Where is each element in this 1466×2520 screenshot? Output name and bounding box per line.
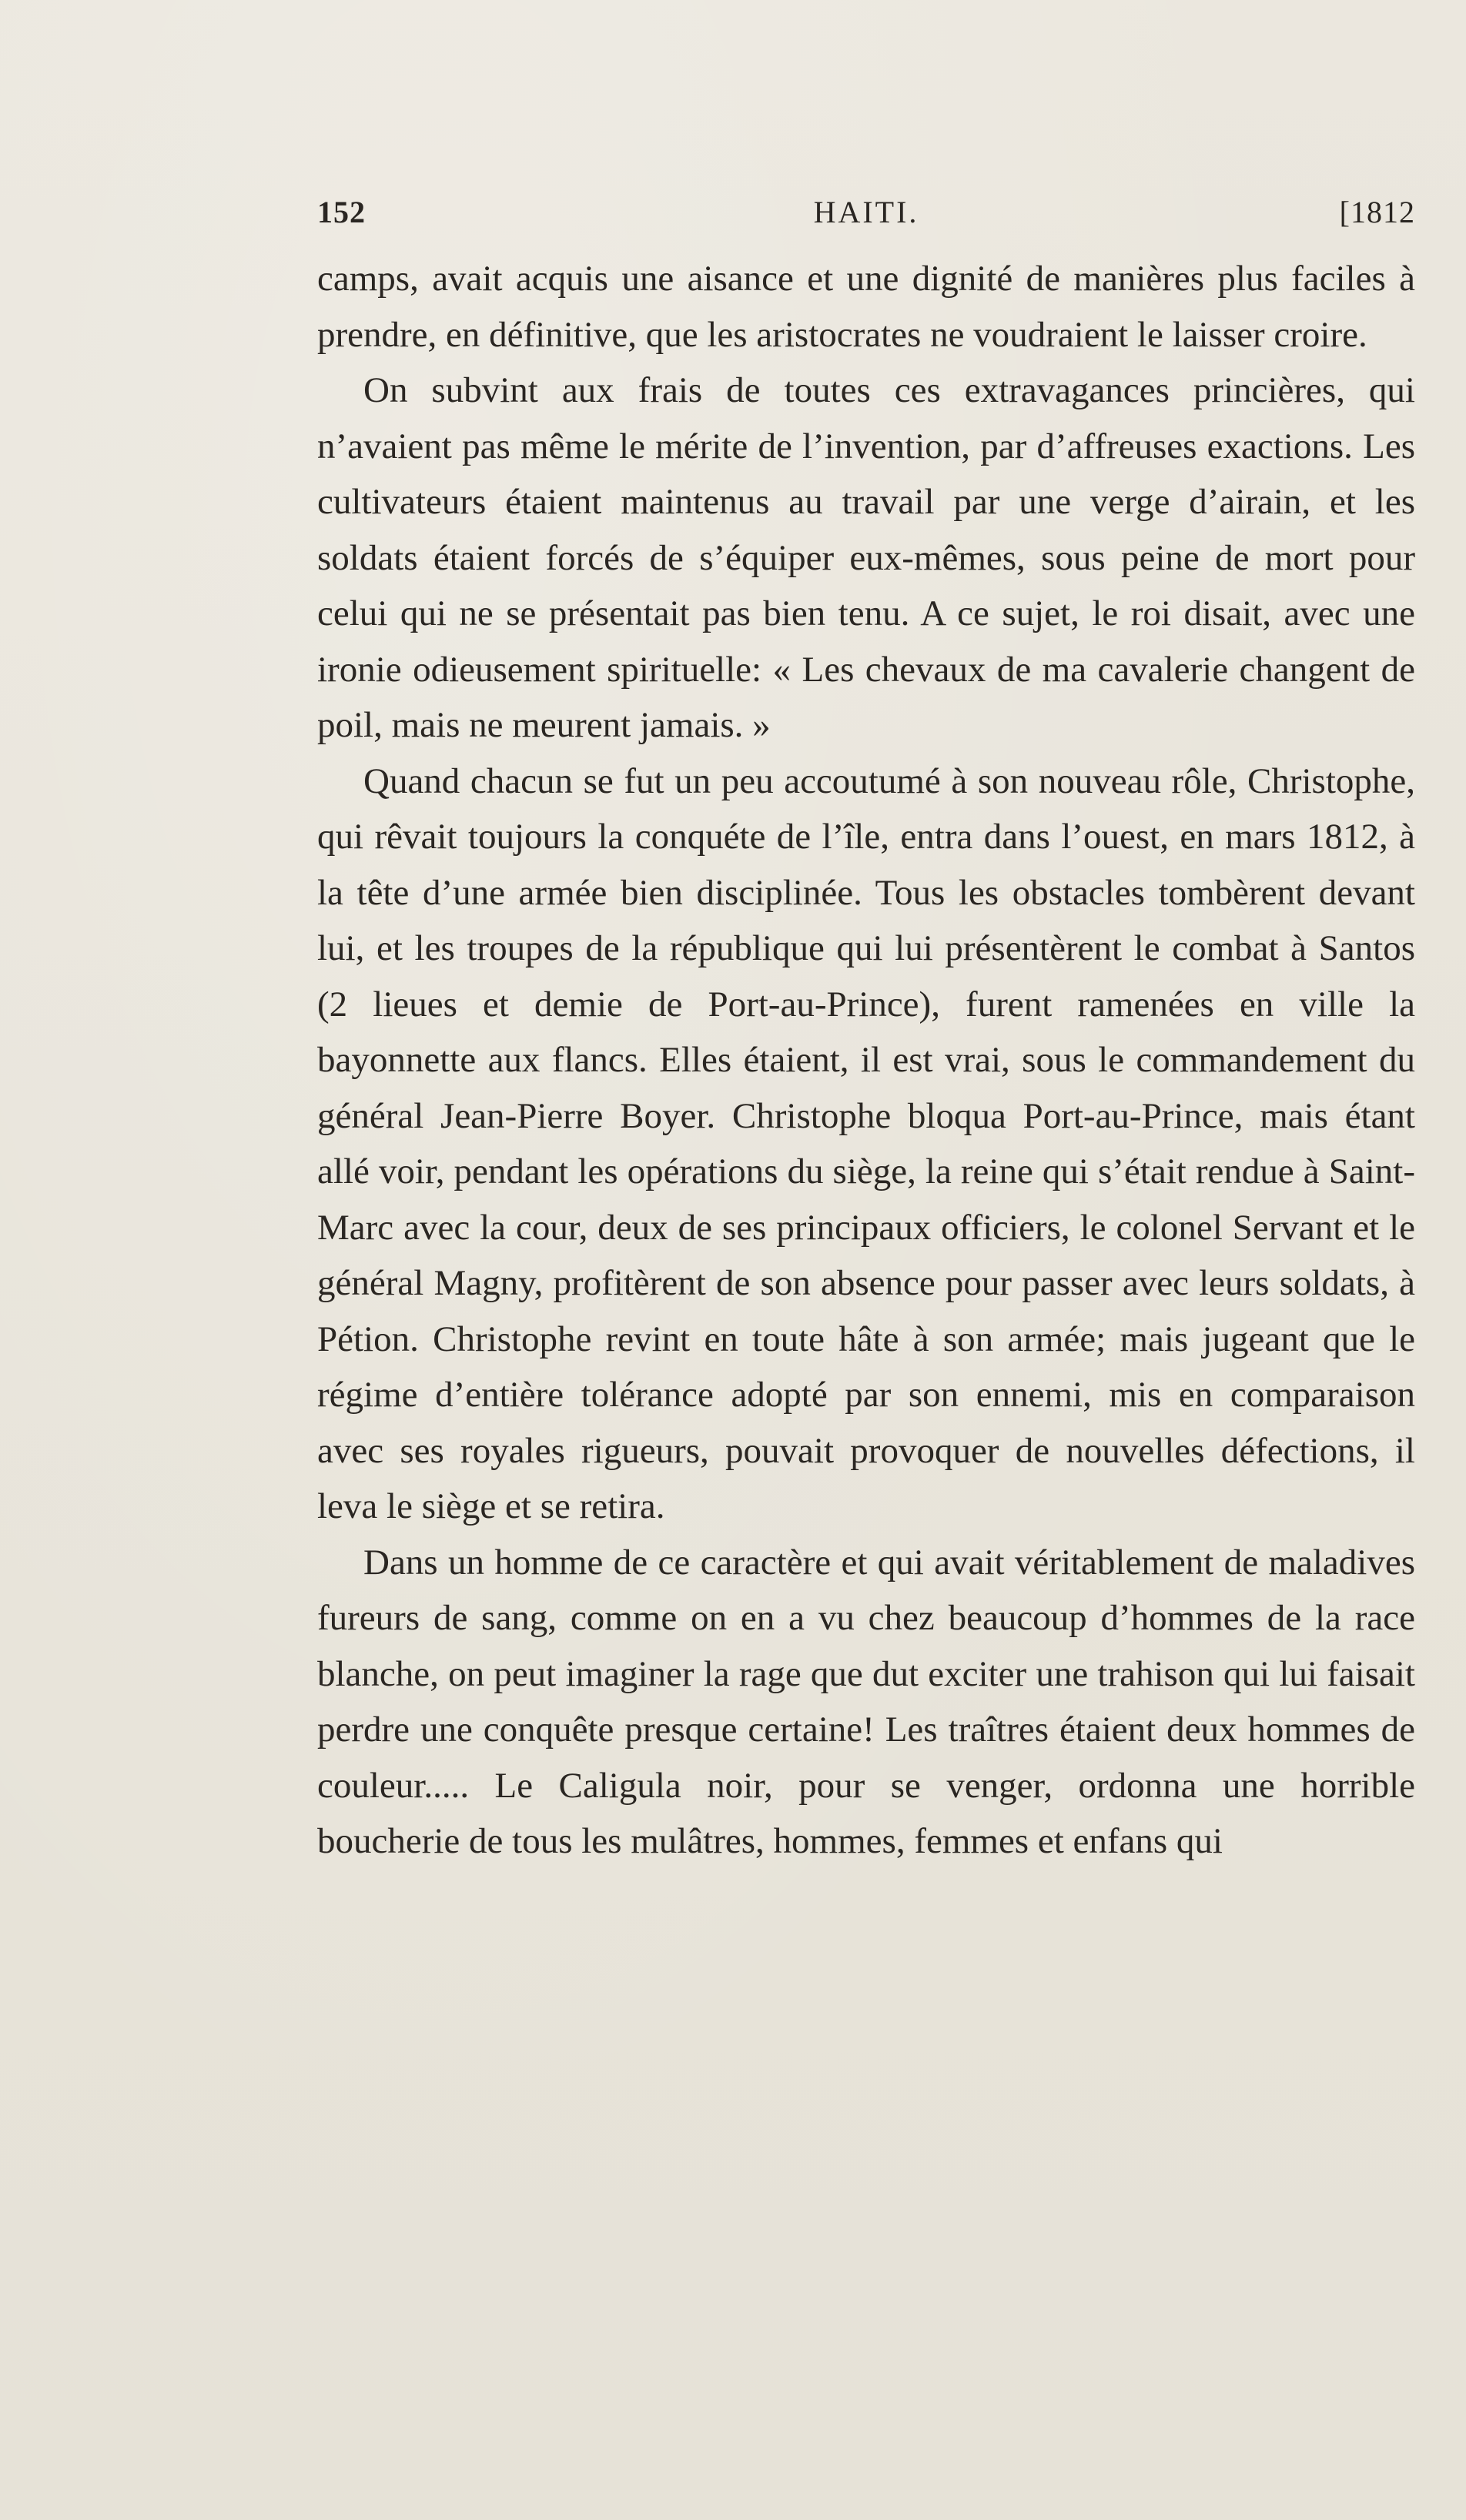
paragraph-2: On subvint aux frais de toutes ces extravagances princières, qui n’avaient pas même le mérite de l’invention, par d’affreuses exactions. Les cultivateurs étaient maintenus au travail par une verge d’airain, et les soldats étaient forcés de s’équiper eux-mêmes, sous peine de mort pour celui qui ne se présentait pas bien tenu. A ce sujet, le roi disait, avec une ironie odieusement spirituelle: « Les chevaux de ma cavalerie changent de poil, mais ne meurent jamais. »	[317, 370, 1415, 745]
body-text	[317, 251, 1415, 1870]
running-title: HAITI.	[813, 195, 919, 229]
page-number: 152	[317, 195, 366, 229]
page-header	[317, 194, 1415, 240]
paragraph-3: Quand chacun se fut un peu accoutumé à son nouveau rôle, Christophe, qui rêvait toujours la conquéte de l’île, entra dans l’ouest, en mars 1812, à la tête d’une armée bien disciplinée. Tous les obstacles tombèrent devant lui, et les troupes de la république qui lui présentèrent le combat à Santos (2 lieues et demie de Port-au-Prince), furent ramenées en ville la bayonnette aux flancs. Elles étaient, il est vrai, sous le commandement du général Jean-Pierre Boyer. Christophe bloqua Port-au-Prince, mais étant allé voir, pendant les opérations du siège, la reine qui s’était rendue à Saint-Marc avec la cour, deux de ses principaux officiers, le colonel Servant et le général Magny, profitèrent de son absence pour passer avec leurs soldats, à Pétion. Christophe revint en toute hâte à son armée; mais jugeant que le régime d’entière tolérance adopté par son ennemi, mis en comparaison avec ses royales rigueurs, pouvait provoquer de nouvelles défections, il leva le siège et se retira.	[317, 760, 1415, 1526]
paragraph-4: Dans un homme de ce caractère et qui avait véritablement de maladives fureurs de sang, comme on en a vu chez beaucoup d’hommes de la race blanche, on peut imaginer la rage que dut exciter une trahison qui lui faisait perdre une conquête presque certaine! Les traîtres étaient deux hommes de couleur..... Le Caligula noir, pour se venger, ordonna une horrible boucherie de tous les mulâtres, hommes, femmes et enfans qui	[317, 1542, 1415, 1861]
paragraph-1: camps, avait acquis une aisance et une dignité de manières plus faciles à prendre, en définitive, que les aristocrates ne voudraient le laisser croire.	[317, 259, 1415, 355]
header-year: [1812	[1339, 195, 1415, 229]
